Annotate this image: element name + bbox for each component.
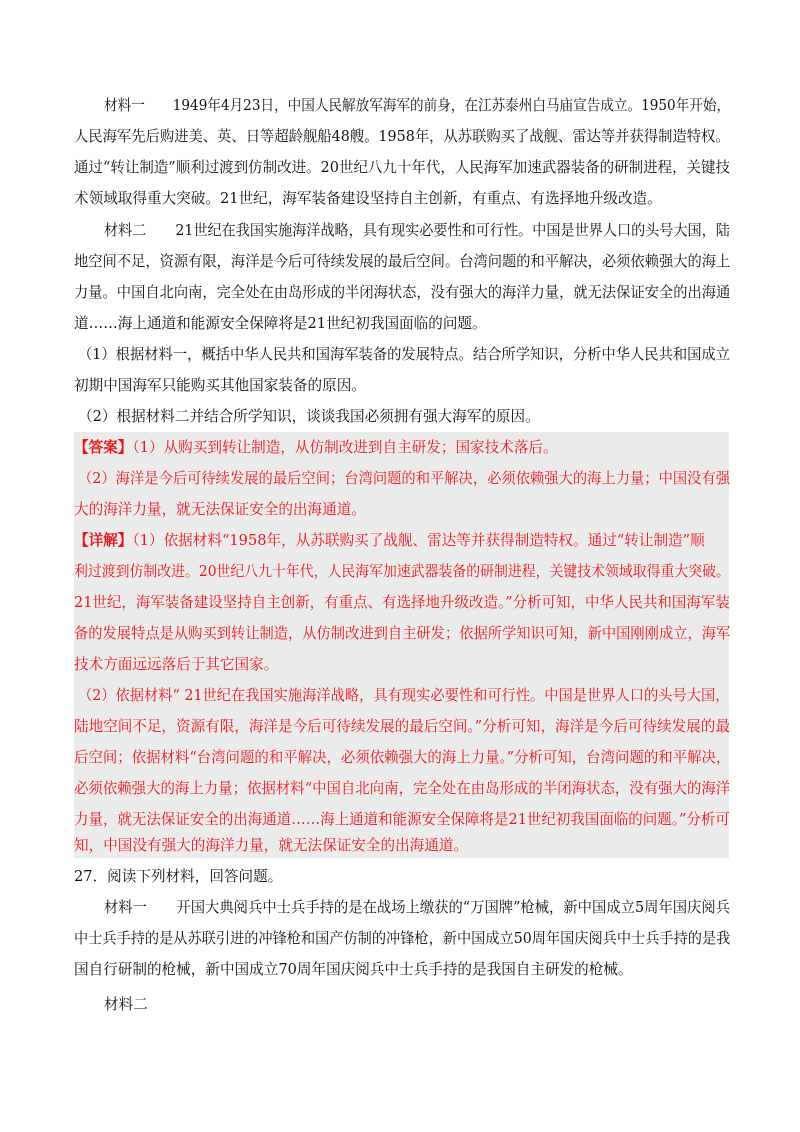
material-a-line-4: 术领域取得重大突破。21世纪，海军装备建设坚持自主创新，有重点、有选择地升级改造。 (74, 190, 662, 207)
answer-text-1: （1）从购买到转让制造，从仿制改进到自主研发；国家技术落后。 (132, 439, 558, 456)
detail-line-4: 备的发展特点是从购买到转让制造，从仿制改进到自主研发；依据所学知识可知，新中国刚刚成立，海军 (74, 625, 731, 642)
answer-line-3: 大的海洋力量，就无法保证安全的出海通道。 (74, 501, 366, 518)
material-b-line-4: 道……海上通道和能源安全保障将是21世纪初我国面临的问题。 (74, 315, 487, 332)
q27-material-a-text-1: 开国大典阅兵中士兵手持的是在战场上缴获的“万国牌”枪械，新中国成立5周年国庆阅兵 (176, 899, 730, 916)
question-27-title: 27．阅读下列材料，回答问题。 (74, 868, 283, 885)
q27-material-a-label: 材料一 (104, 899, 147, 916)
material-a-text-1: 1949年4月23日，中国人民解放军海军的前身，在江苏泰州白马庙宣告成立。1950年开始， (172, 97, 731, 114)
q27-material-a-line-1 (104, 898, 730, 918)
detail-line-8: 后空间；依据材料“台湾问题的和平解决，必须依赖强大的海上力量。”分析可知，台湾问题的和平解决， (74, 749, 731, 766)
detail-line-5: 技术方面远远落后于其它国家。 (74, 656, 279, 673)
material-b-line-3: 力量。中国自北向南，完全处在由岛形成的半闭海状态，没有强大的海洋力量，就无法保证安全的出海通 (74, 284, 731, 301)
detail-line-6: （2）依据材料“ 21世纪在我国实施海洋战略，具有现实必要性和可行性。中国是世界人口的头号大国， (78, 687, 730, 704)
material-b-line-1 (104, 221, 730, 241)
detail-line-1 (74, 531, 705, 551)
material-b-text-1: 21世纪在我国实施海洋战略，具有现实必要性和可行性。中国是世界人口的头号大国，陆 (175, 222, 730, 239)
material-a-line-2: 人民海军先后购进美、英、日等超龄舰船48艘。1958年，从苏联购买了战舰、雷达等并获得制造特权。 (74, 128, 730, 145)
q27-material-b-label: 材料二 (104, 996, 148, 1013)
answer-line-2: （2）海洋是今后可待续发展的最后空间；台湾问题的和平解决，必须依赖强大的海上力量；中国没有强 (78, 470, 731, 487)
detail-line-10: 力量，就无法保证安全的出海通道……海上通道和能源安全保障将是21世纪初我国面临的问题。”分析可 (74, 811, 730, 828)
detail-line-2: 利过渡到仿制改进。20世纪八九十年代，人民海军加速武器装备的研制进程，关键技术领域取得重大突破。 (74, 563, 730, 580)
material-a-line-1 (104, 96, 730, 116)
material-a-label: 材料一 (104, 97, 145, 114)
detail-line-9: 必须依赖强大的海上力量；依据材料“中国自北向南，完全处在由岛形成的半闭海状态，没有强大的海洋 (74, 780, 731, 797)
material-a-line-3: 通过“转让制造”顺利过渡到仿制改进。20世纪八九十年代，人民海军加速武器装备的研制进程，关键技 (74, 159, 731, 176)
answer-line-1 (74, 438, 558, 458)
question-1-line-2: 初期中国海军只能购买其他国家装备的原因。 (74, 377, 366, 394)
answer-tag: 【答案】 (74, 439, 133, 456)
q27-material-a-line-3: 国自行研制的枪械，新中国成立70周年国庆阅兵中士兵手持的是我国自主研发的枪械。 (74, 961, 633, 978)
detail-text-1: （1）依据材料“1958年，从苏联购买了战舰、雷达等并获得制造特权。通过“转让制造”顺 (132, 532, 705, 549)
q27-material-a-line-2: 中士兵手持的是从苏联引进的冲锋枪和国产仿制的冲锋枪，新中国成立50周年国庆阅兵中士兵手持的是我 (74, 930, 731, 947)
question-1-line-1: （1）根据材料一，概括中华人民共和国海军装备的发展特点。结合所学知识，分析中华人民共和国成立 (78, 346, 731, 363)
detail-line-3: 21世纪，海军装备建设坚持自主创新，有重点、有选择地升级改造。”分析可知，中华人民共和国海军装 (74, 594, 730, 611)
material-b-label: 材料二 (104, 222, 147, 239)
detail-line-11: 知，中国没有强大的海洋力量，就无法保证安全的出海通道。 (74, 837, 469, 854)
material-b-line-2: 地空间不足，资源有限，海洋是今后可待续发展的最后空间。台湾问题的和平解决，必须依赖强大的海上 (74, 253, 731, 270)
question-2: （2）根据材料二并结合所学知识，谈谈我国必须拥有强大海军的原因。 (78, 408, 540, 425)
detail-tag: 【详解】 (74, 532, 133, 549)
detail-line-7: 陆地空间不足，资源有限，海洋是今后可待续发展的最后空间。”分析可知，海洋是今后可待续发展的最 (74, 718, 730, 735)
